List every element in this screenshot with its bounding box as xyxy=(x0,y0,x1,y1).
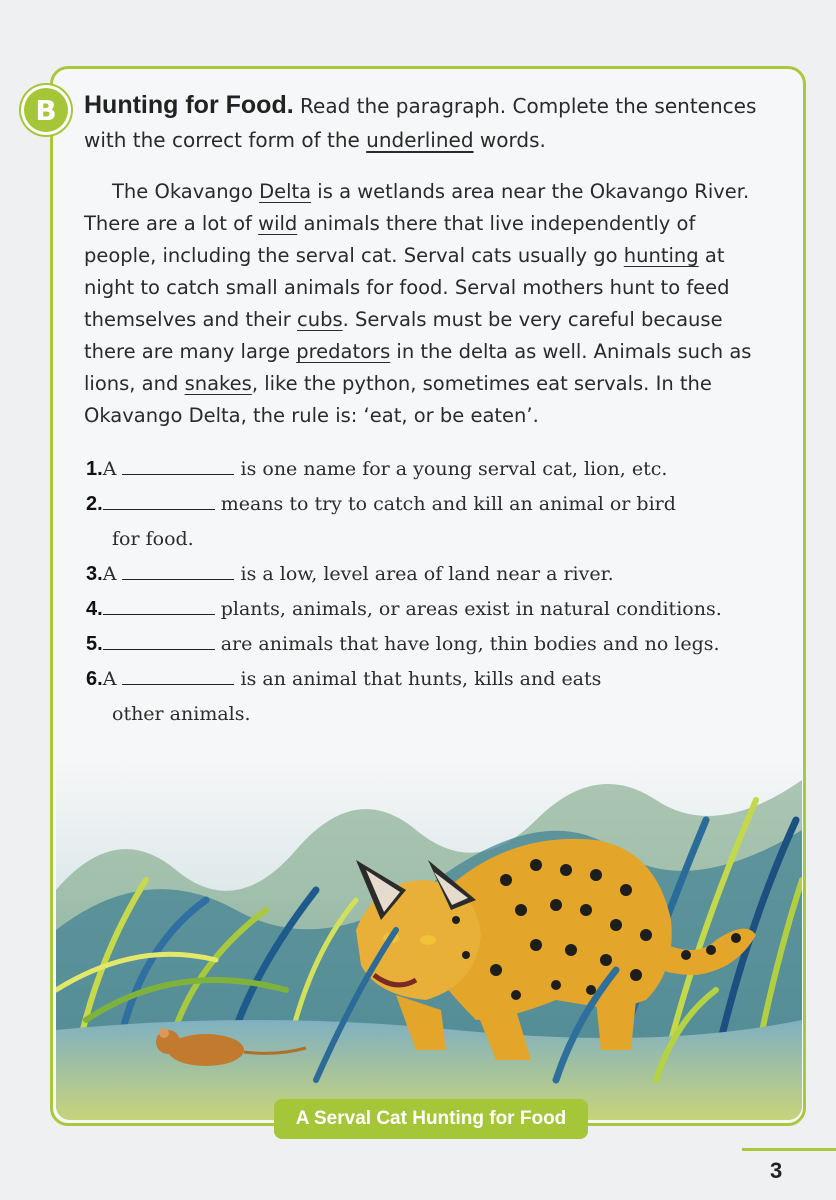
exercise-number: 1. xyxy=(86,458,103,480)
underlined-vocab-word: predators xyxy=(296,340,391,363)
answer-blank[interactable] xyxy=(122,456,234,475)
underlined-vocab-word: wild xyxy=(258,212,298,235)
exercise-item xyxy=(86,592,766,627)
instruction-underlined: underlined xyxy=(366,128,474,152)
exercise-number: 2. xyxy=(86,493,103,515)
underlined-vocab-word: cubs xyxy=(297,308,343,331)
paragraph-segment: The Okavango xyxy=(112,180,260,203)
exercise-item xyxy=(86,557,766,592)
exercise-text: plants, animals, or areas exist in natural conditions. xyxy=(220,598,722,620)
serval-illustration xyxy=(56,760,802,1120)
reading-paragraph xyxy=(84,176,764,432)
exercise-number: 4. xyxy=(86,598,103,620)
exercise-item xyxy=(86,627,766,662)
underlined-vocab-word: snakes xyxy=(184,372,252,395)
answer-blank[interactable] xyxy=(103,631,215,650)
exercise-article: A xyxy=(102,458,117,480)
underlined-vocab-word: Delta xyxy=(259,180,312,203)
section-title: Hunting for Food. xyxy=(84,91,294,119)
exercise-item xyxy=(86,662,766,732)
serval-cat-image xyxy=(56,760,802,1120)
exercise-article: A xyxy=(102,668,117,690)
exercise-item xyxy=(86,487,766,557)
exercise-item xyxy=(86,452,766,487)
section-badge: B xyxy=(24,88,68,132)
exercise-text: is a low, level area of land near a river. xyxy=(240,563,614,585)
paragraph-segment: , like the python, sometimes eat servals. In the Okavango Delta, the rule is: ‘eat, or be eaten’. xyxy=(84,372,712,427)
instruction-text-end: words. xyxy=(479,128,546,152)
exercise-text: is an animal that hunts, kills and eats xyxy=(240,668,602,690)
paragraph-segment: . Servals must be very careful because there are many large xyxy=(84,308,723,363)
exercise-number: 6. xyxy=(86,668,103,690)
exercise-text: are animals that have long, thin bodies and no legs. xyxy=(220,633,720,655)
exercise-article: A xyxy=(102,563,117,585)
exercise-number: 5. xyxy=(86,633,103,655)
illustration-caption: A Serval Cat Hunting for Food xyxy=(274,1099,588,1139)
exercise-text: means to try to catch and kill an animal or bird xyxy=(220,493,676,515)
exercise-text-continued: other animals. xyxy=(112,703,251,725)
instructions xyxy=(84,88,784,157)
page-rule xyxy=(742,1148,836,1151)
exercise-number: 3. xyxy=(86,563,103,585)
answer-blank[interactable] xyxy=(103,491,215,510)
exercise-text: is one name for a young serval cat, lion, etc. xyxy=(240,458,668,480)
page-number: 3 xyxy=(770,1158,783,1183)
answer-blank[interactable] xyxy=(103,596,215,615)
answer-blank[interactable] xyxy=(122,561,234,580)
exercise-text-continued: for food. xyxy=(112,528,194,550)
paragraph-text xyxy=(84,176,764,432)
underlined-vocab-word: hunting xyxy=(623,244,699,267)
paragraph-segment: animals there that live independently of people, including the serval cat. Serval cats usually go xyxy=(84,212,696,267)
instruction-text: Read the paragraph. Complete the sentences with the correct form of the xyxy=(84,94,757,152)
paragraph-segment: in the delta as well. Animals such as lions, and xyxy=(84,340,752,395)
paragraph-segment: is a wetlands area near the Okavango River. There are a lot of xyxy=(84,180,750,235)
answer-blank[interactable] xyxy=(122,666,234,685)
paragraph-segment: at night to catch small animals for food. Serval mothers hunt to feed themselves and their xyxy=(84,244,730,331)
